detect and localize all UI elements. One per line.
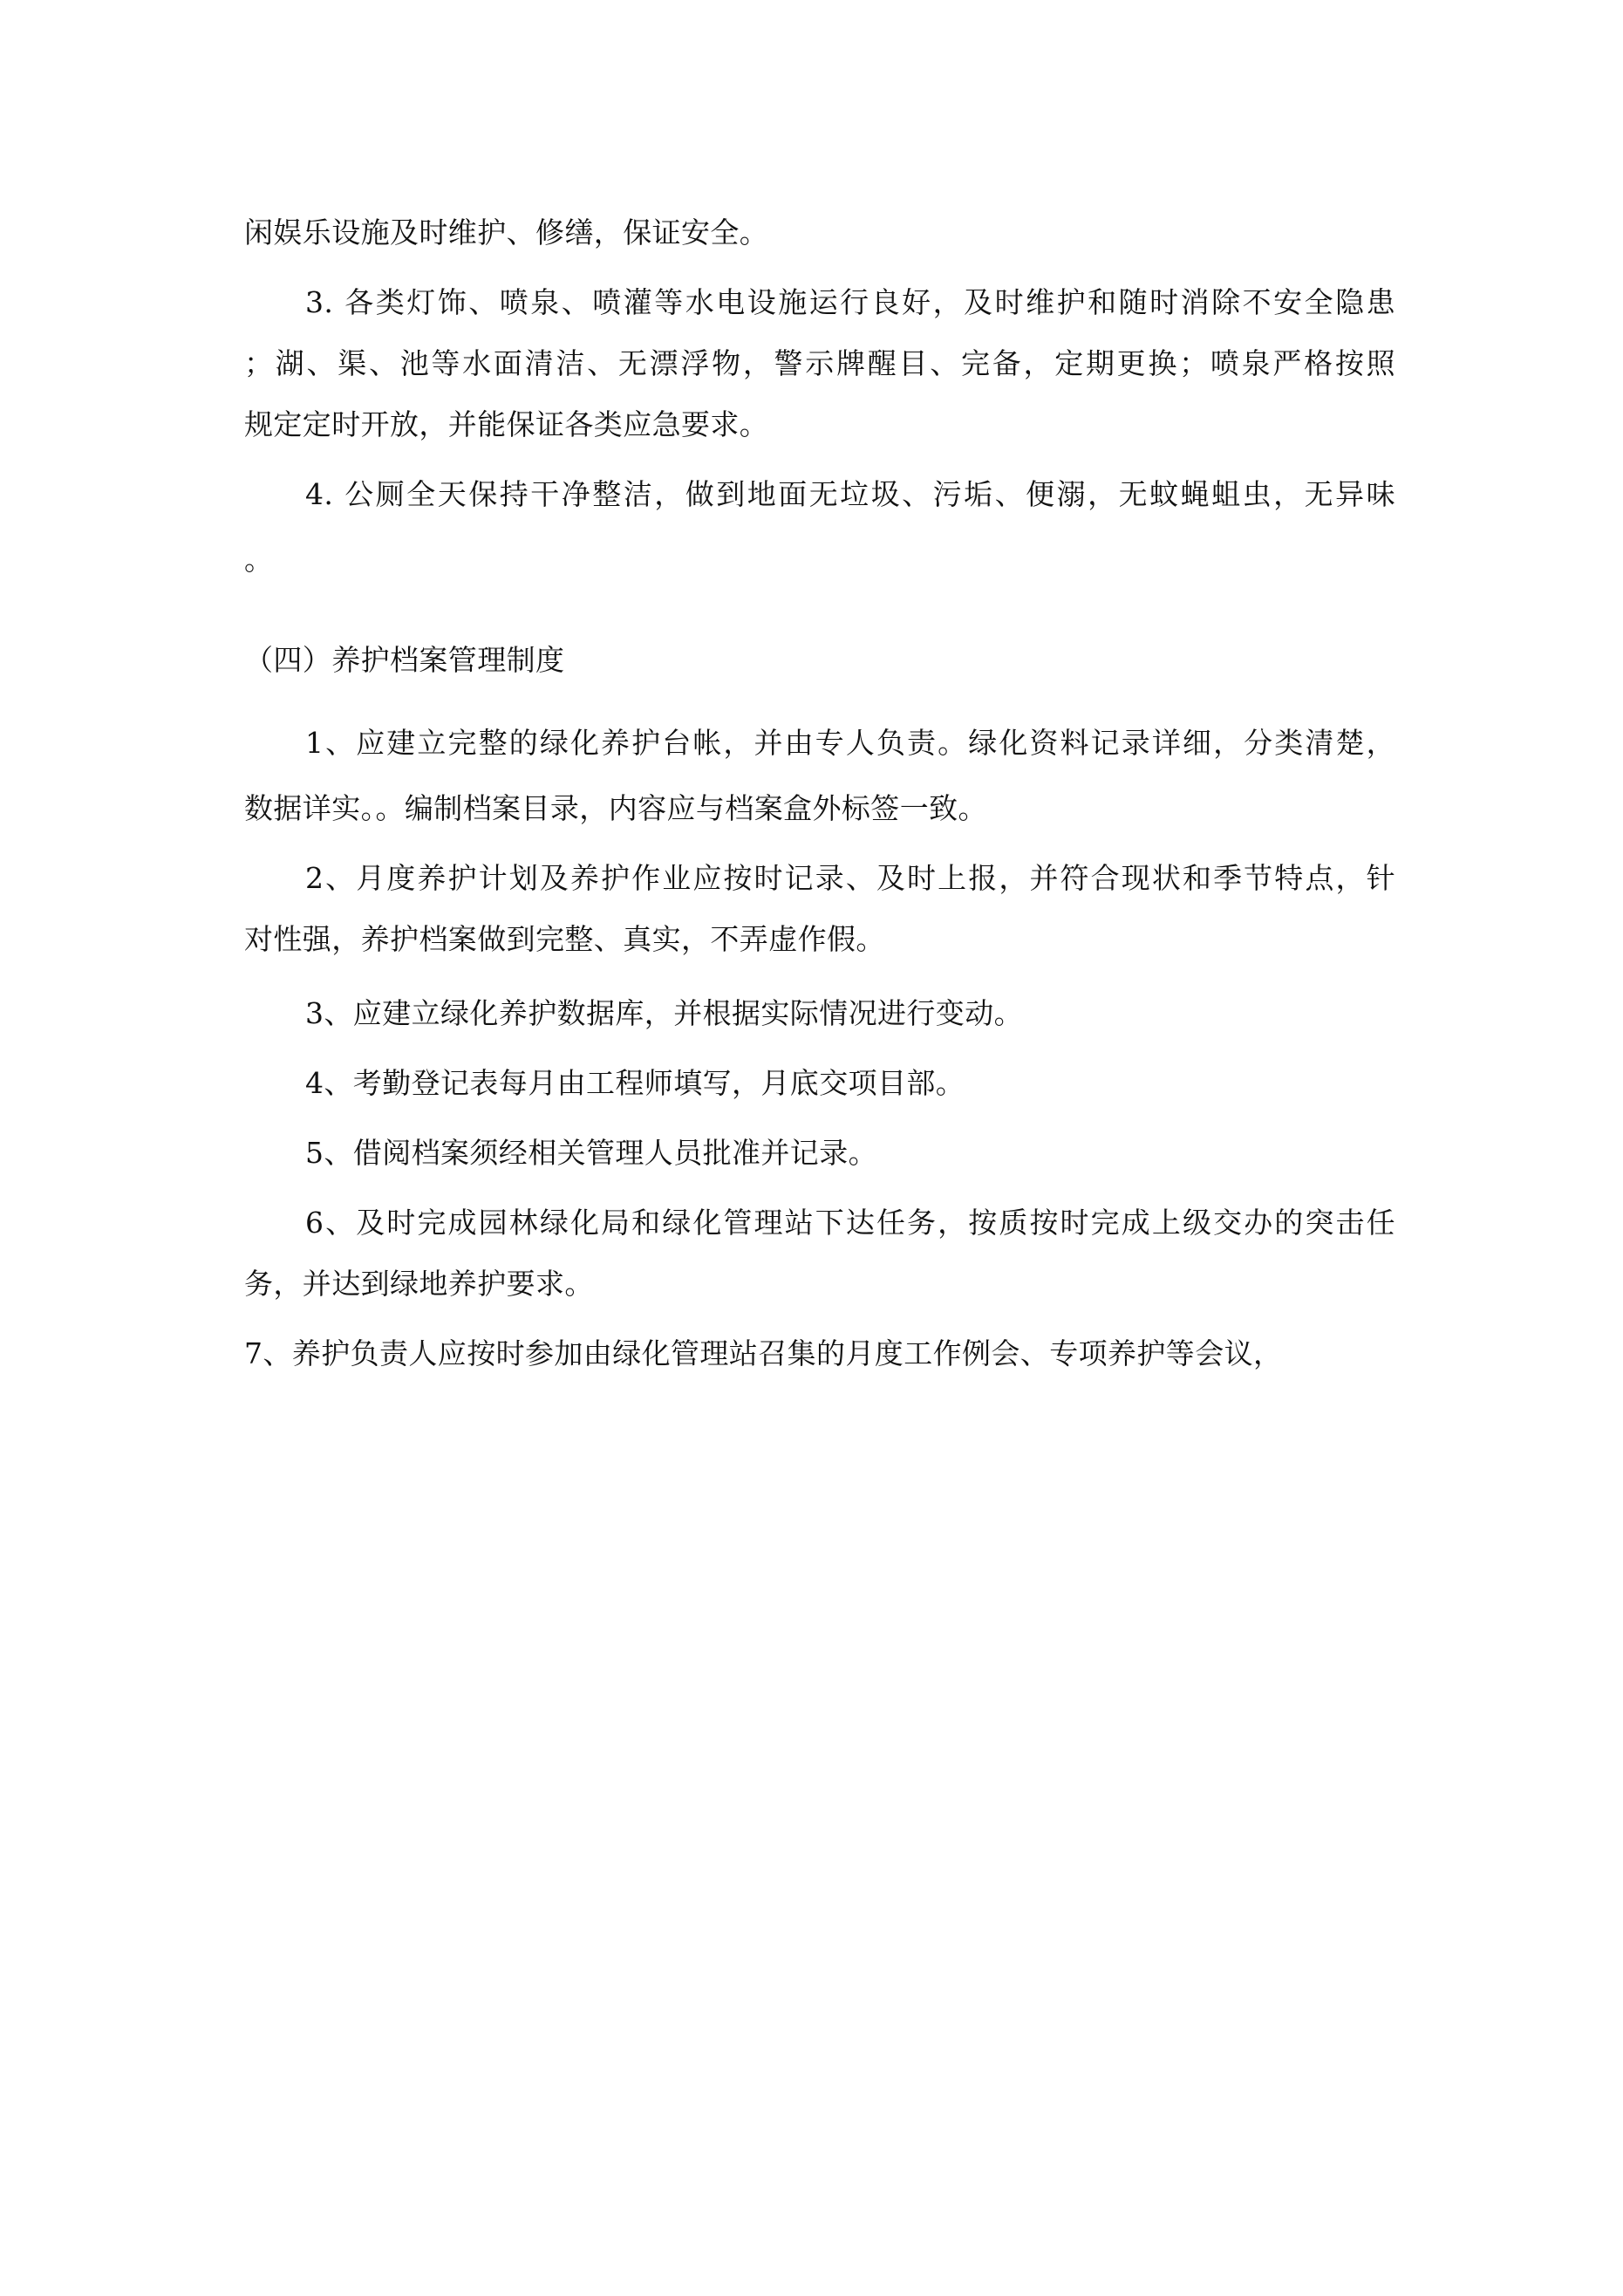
section-heading: （四）养护档案管理制度 xyxy=(244,643,565,677)
rule-5: 5、借阅档案须经相关管理人员批准并记录。 xyxy=(305,1136,877,1170)
rule-1-line-2: 数据详实。。编制档案目录，内容应与档案盒外标签一致。 xyxy=(244,791,987,825)
paragraph-2-continuation: 闲娱乐设施及时维护、修缮，保证安全。 xyxy=(244,215,769,249)
rule-6-line-1: 6、及时完成园林绿化局和绿化管理站下达任务，按质按时完成上级交办的突击任 xyxy=(305,1206,1395,1240)
rule-3: 3、应建立绿化养护数据库，并根据实际情况进行变动。 xyxy=(305,996,1023,1030)
rule-1-line-1: 1、应建立完整的绿化养护台帐，并由专人负责。绿化资料记录详细，分类清楚， xyxy=(305,726,1395,760)
item-4-line-1: 4. 公厕全天保持干净整洁，做到地面无垃圾、污垢、便溺，无蚊蝇蛆虫，无异味 xyxy=(305,477,1395,511)
item-3-line-3: 规定定时开放，并能保证各类应急要求。 xyxy=(244,407,769,441)
rule-2-line-2: 对性强，养护档案做到完整、真实，不弄虚作假。 xyxy=(244,922,885,956)
item-3-line-1: 3. 各类灯饰、喷泉、喷灌等水电设施运行良好，及时维护和随时消除不安全隐患 xyxy=(305,285,1395,319)
rule-4: 4、考勤登记表每月由工程师填写，月底交项目部。 xyxy=(305,1066,965,1100)
item-4-line-2: 。 xyxy=(244,543,274,577)
rule-7-line-1: 7、养护负责人应按时参加由绿化管理站召集的月度工作例会、专项养护等会议， xyxy=(244,1336,1283,1370)
rule-6-line-2: 务，并达到绿地养护要求。 xyxy=(244,1267,594,1301)
item-3-line-2: ；湖、渠、池等水面清洁、无漂浮物，警示牌醒目、完备，定期更换；喷泉严格按照 xyxy=(244,346,1395,380)
rule-2-line-1: 2、月度养护计划及养护作业应按时记录、及时上报，并符合现状和季节特点，针 xyxy=(305,861,1395,895)
